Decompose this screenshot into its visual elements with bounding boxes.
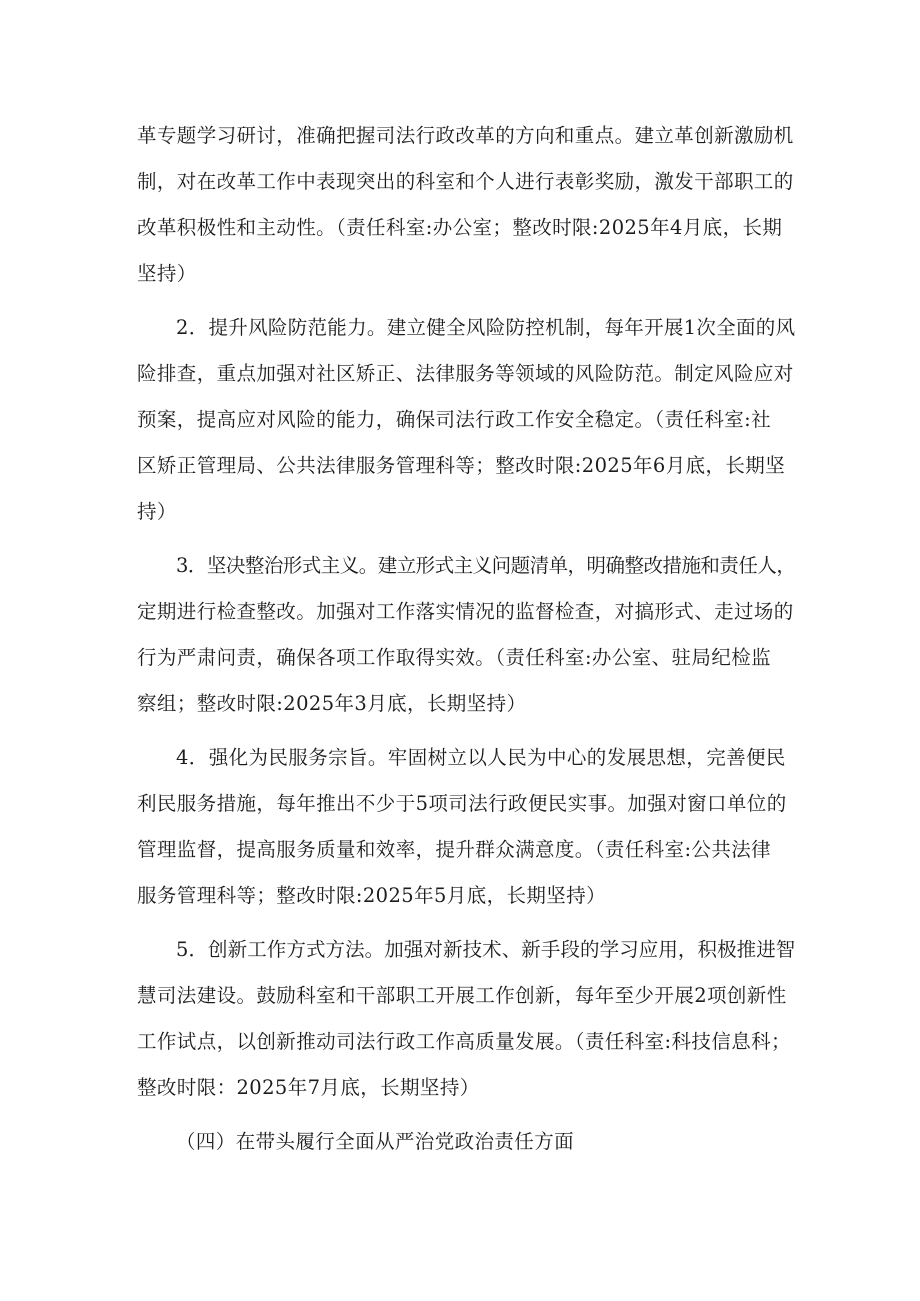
text-line: 服务管理科等；整改时限:2025年5月底，长期坚持） (137, 884, 607, 907)
text-line: 5．创新工作方式方法。加强对新技术、新手段的学习应用，积极推进智 (176, 938, 796, 961)
text-line: 行为严肃问责，确保各项工作取得实效。（责任科室:办公室、驻局纪检监 (137, 646, 772, 669)
text-line: 预案，提高应对风险的能力，确保司法行政工作安全稳定。（责任科室:社 (137, 408, 772, 431)
text-line: 坚持） (137, 262, 197, 285)
text-line: 区矫正管理局、公共法律服务管理科等；整改时限:2025年6月底，长期坚 (137, 454, 786, 477)
text-line: 改革积极性和主动性。（责任科室:办公室；整改时限:2025年4月底，长期 (137, 216, 783, 239)
text-line: 险排查，重点加强对社区矫正、法律服务等领域的风险防范。制定风险应对 (137, 362, 794, 385)
paragraph-continuation (137, 113, 797, 297)
text-line: 4．强化为民服务宗旨。牢固树立以人民为中心的发展思想，完善便民 (176, 746, 786, 769)
text-line: 工作试点，以创新推动司法行政工作高质量发展。（责任科室:科技信息科； (137, 1030, 791, 1053)
text-line: 制，对在改革工作中表现突出的科室和个人进行表彰奖励，激发干部职工的 (137, 170, 794, 193)
text-line: 革专题学习研讨，准确把握司法行政改革的方向和重点。建立革创新激励机 (137, 124, 794, 147)
paragraph-item-2 (137, 305, 797, 535)
text-line: 管理监督，提高服务质量和效率，提升群众满意度。（责任科室:公共法律 (137, 838, 772, 861)
text-line: 持） (137, 500, 177, 523)
paragraph-item-4 (137, 735, 797, 919)
text-line: 整改时限：2025年7月底，长期坚持） (137, 1076, 480, 1099)
text-line: 察组；整改时限:2025年3月底，长期坚持） (137, 692, 527, 715)
paragraph-item-5 (137, 927, 797, 1111)
text-line: 定期进行检查整改。加强对工作落实情况的监督检查，对搞形式、走过场的 (137, 600, 794, 623)
paragraph-item-3 (137, 543, 797, 727)
text-line: 2．提升风险防范能力。建立健全风险防控机制，每年开展1次全面的风 (176, 316, 796, 339)
document-body (137, 113, 797, 1165)
text-line: 利民服务措施，每年推出不少于5项司法行政便民实事。加强对窗口单位的 (137, 792, 787, 815)
section-heading (137, 1119, 797, 1165)
text-line: 慧司法建设。鼓励科室和干部职工开展工作创新，每年至少开展2项创新性 (137, 984, 787, 1007)
text-line: （四）在带头履行全面从严治党政治责任方面 (176, 1130, 575, 1153)
text-line: 3．坚决整治形式主义。建立形式主义问题清单，明确整改措施和责任人， (176, 554, 796, 577)
